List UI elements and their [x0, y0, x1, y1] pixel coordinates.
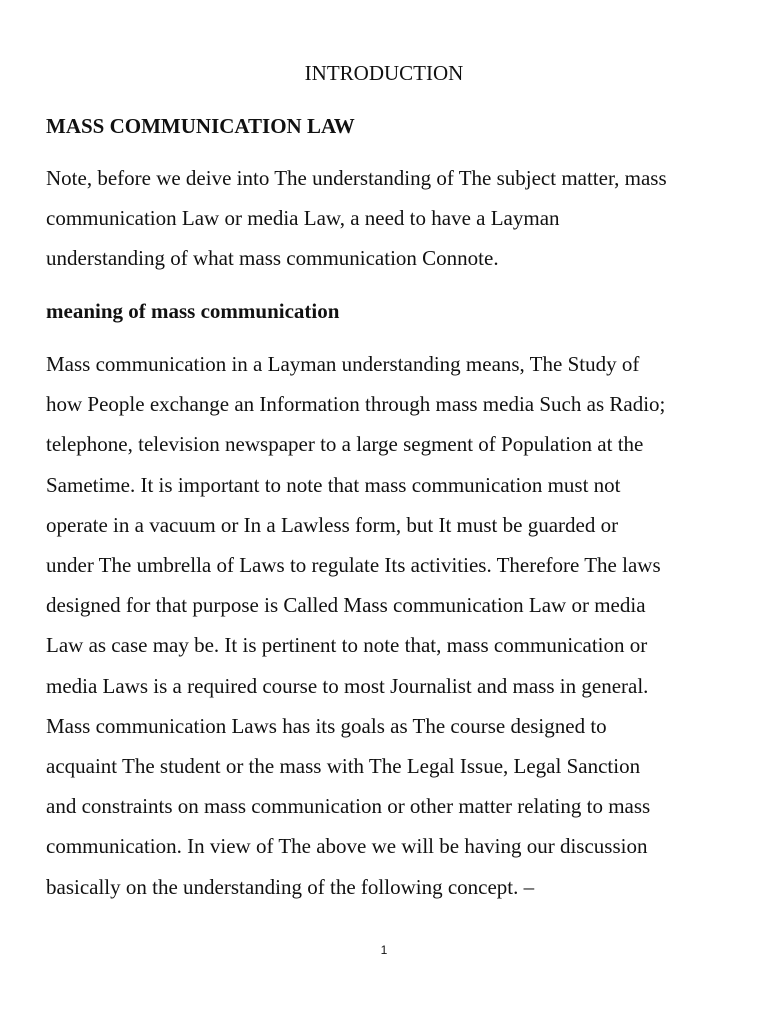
- paragraph-line: operate in a vacuum or In a Lawless form, but It must be guarded or: [46, 512, 619, 537]
- paragraph-line: Sametime. It is important to note that mass communication must not: [46, 472, 621, 497]
- paragraph-line: communication Law or media Law, a need to have a Layman: [46, 206, 560, 231]
- section-title-meaning: meaning of mass communication: [46, 299, 340, 323]
- paragraph-line: Mass communication Laws has its goals as The course designed to: [46, 713, 607, 738]
- document-heading: INTRODUCTION: [304, 61, 464, 85]
- meaning-paragraph: [46, 344, 736, 907]
- page-number: 1: [380, 943, 388, 957]
- paragraph-line: telephone, television newspaper to a large segment of Population at the: [46, 432, 644, 457]
- paragraph-line: understanding of what mass communication Connote.: [46, 246, 499, 271]
- intro-paragraph: [46, 158, 736, 279]
- paragraph-line: communication. In view of The above we will be having our discussion: [46, 834, 648, 859]
- paragraph-line: Mass communication in a Layman understanding means, The Study of: [46, 352, 640, 376]
- paragraph-line: designed for that purpose is Called Mass communication Law or media: [46, 593, 646, 618]
- paragraph-line: and constraints on mass communication or other matter relating to mass: [46, 794, 651, 819]
- paragraph-line: basically on the understanding of the following concept. –: [46, 874, 535, 899]
- paragraph-line: Law as case may be. It is pertinent to note that, mass communication or: [46, 633, 648, 658]
- paragraph-line: under The umbrella of Laws to regulate Its activities. Therefore The laws: [46, 553, 661, 578]
- section-title-mass-communication-law: MASS COMMUNICATION LAW: [46, 114, 355, 138]
- paragraph-line: how People exchange an Information through mass media Such as Radio;: [46, 392, 666, 417]
- paragraph-line: media Laws is a required course to most Journalist and mass in general.: [46, 673, 649, 698]
- paragraph-line: Note, before we deive into The understanding of The subject matter, mass: [46, 166, 667, 190]
- paragraph-line: acquaint The student or the mass with The Legal Issue, Legal Sanction: [46, 754, 641, 779]
